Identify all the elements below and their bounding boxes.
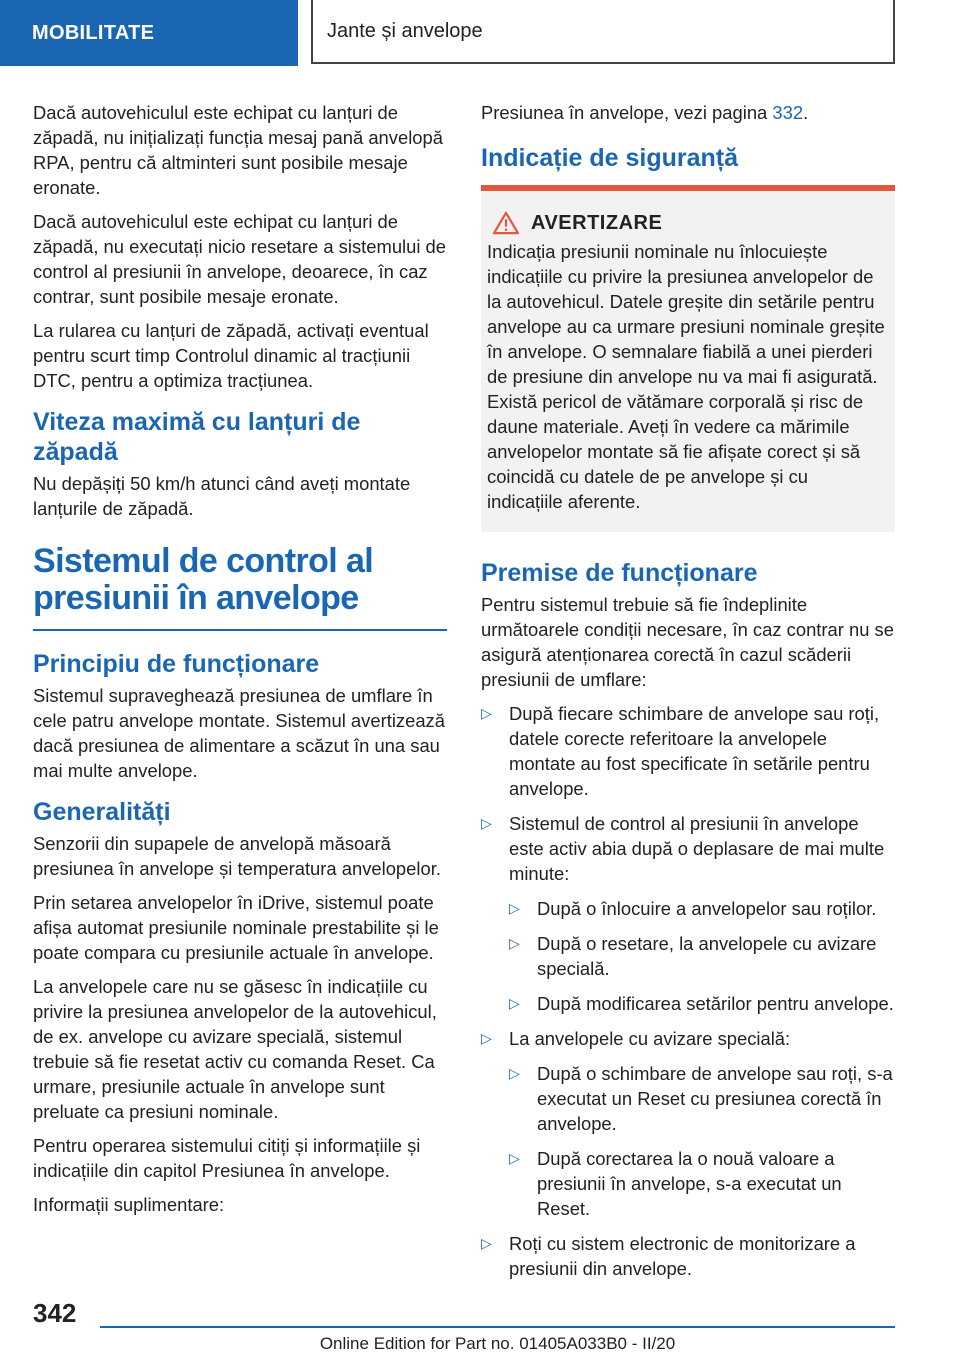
list-item (509, 991, 895, 1016)
triangle-right-icon: ▷ (481, 1030, 492, 1046)
paragraph: Senzorii din supapele de anvelopă măsoară presiunea în anvelope și temperatura anvelopelor. (33, 833, 441, 879)
list-item-text: La anvelopele cu avizare specială: (509, 1028, 791, 1049)
list-item-text: După fiecare schimbare de anvelope sau roți, datele corecte referitoare la anvelopele montate au fost specificate în setările pentru anvelope. (509, 703, 880, 799)
list-item-text: Sistemul de control al presiunii în anvelope este activ abia după o deplasare de mai multe minute: (509, 813, 885, 884)
footer-rule (100, 1326, 895, 1328)
sub-list (509, 1061, 895, 1221)
warning-box (481, 185, 895, 532)
list-item (481, 701, 895, 801)
left-column (33, 100, 447, 1226)
heading-rule (33, 629, 447, 631)
heading-principle: Principiu de funcționare (33, 650, 320, 678)
paragraph: La anvelopele care nu se găsesc în indicațiile cu privire la presiunea anvelopelor de la autovehicul, de ex. anvelope cu avizare specială, sistemul trebuie să fie resetat activ cu comanda Reset. Ca urmare, presiunile actuale în anvelope sunt preluate ca presiuni nominale. (33, 976, 437, 1122)
triangle-right-icon: ▷ (509, 995, 520, 1011)
list-item (509, 1061, 895, 1136)
triangle-right-icon: ▷ (509, 900, 520, 916)
reference-text: Presiunea în anvelope, vezi pagina (481, 102, 773, 123)
right-column (481, 100, 895, 1291)
paragraph: Pentru sistemul trebuie să fie îndeplinite următoarele condiții necesare, în caz contrar nu se asigură atenționarea corectă în cazul scăderii presiunii de umflare: (481, 594, 894, 690)
heading-safety: Indicație de siguranță (481, 144, 739, 172)
warning-text: Indicația presiunii nominale nu înlocuiește indicațiile cu privire la presiunea anvelopelor de la autovehicul. Datele greșite din setările pentru anvelope au ca urmare presiuni nominale greșite în anvelope. O semnalare fiabilă a unei pierderi de presiune din anvelope nu va mai fi asigurată. Există pericol de vătămare corporală și risc de daune materiale. Aveți în vedere ca mărimile anvelopelor montate să fie afișate corect și să coincidă cu datele de pe anvelope și cu indicațiile aferente. (487, 241, 885, 512)
heading-tire-pressure-system: Sistemul de control al presiunii în anvelope (33, 542, 374, 617)
list-item (509, 1146, 895, 1221)
warning-header (487, 211, 885, 235)
chapter-title: Jante și anvelope (311, 0, 895, 64)
page-header (0, 0, 960, 66)
section-tab[interactable]: MOBILITATE (0, 0, 298, 66)
paragraph: Informații suplimentare: (33, 1194, 225, 1215)
reference-end: . (803, 102, 809, 123)
heading-general: Generalități (33, 798, 171, 826)
list-item (481, 1231, 895, 1281)
page-number: 342 (33, 1298, 77, 1328)
triangle-right-icon: ▷ (509, 1065, 520, 1081)
premises-list (481, 701, 895, 1281)
list-item (509, 896, 895, 921)
list-item-text: După o resetare, la anvelopele cu avizare specială. (537, 933, 877, 979)
list-item (509, 931, 895, 981)
paragraph: Prin setarea anvelopelor în iDrive, sistemul poate afișa automat presiunile nominale prestabilite și le poate compara cu presiunile actuale în anvelope. (33, 892, 439, 963)
triangle-right-icon: ▷ (481, 1235, 492, 1251)
warning-triangle-icon (491, 211, 521, 235)
warning-title: AVERTIZARE (531, 211, 663, 234)
paragraph: Sistemul supraveghează presiunea de umflare în cele patru anvelope montate. Sistemul avertizează dacă presiunea de alimentare a scăzut în una sau mai multe anvelope. (33, 685, 445, 781)
list-item-text: Roți cu sistem electronic de monitorizare a presiunii din anvelope. (509, 1233, 856, 1279)
list-item-text: După corectarea la o nouă valoare a presiunii în anvelope, s-a executat un Reset. (537, 1148, 842, 1219)
list-item-text: După modificarea setărilor pentru anvelope. (537, 993, 894, 1014)
triangle-right-icon: ▷ (481, 705, 492, 721)
paragraph: Dacă autovehiculul este echipat cu lanțuri de zăpadă, nu executați nicio resetare a sistemului de control al presiunii în anvelope, deoarece, în caz contrar, sunt posibile mesaje eronate. (33, 211, 447, 307)
paragraph: Dacă autovehiculul este echipat cu lanțuri de zăpadă, nu inițializați funcția mesaj pană anvelopă RPA, pentru că altminteri sunt posibile mesaje eronate. (33, 102, 443, 198)
heading-premises: Premise de funcționare (481, 559, 758, 587)
paragraph: Nu depășiți 50 km/h atunci când aveți montate lanțurile de zăpadă. (33, 473, 411, 519)
triangle-right-icon: ▷ (509, 935, 520, 951)
paragraph: La rularea cu lanțuri de zăpadă, activați eventual pentru scurt timp Controlul dinamic al tracțiunii DTC, pentru a optimiza tracțiunea. (33, 320, 429, 391)
list-item (481, 1026, 895, 1221)
list-item (481, 811, 895, 1016)
heading-max-speed: Viteza maximă cu lanțuri de zăpadă (33, 408, 361, 466)
list-item-text: După o schimbare de anvelope sau roți, s-a executat un Reset cu presiunea corectă în anvelope. (537, 1063, 893, 1134)
edition-info: Online Edition for Part no. 01405A033B0 - II/20 (319, 1334, 676, 1353)
page-reference (481, 100, 895, 125)
list-item-text: După o înlocuire a anvelopelor sau roților. (537, 898, 877, 919)
sub-list (509, 896, 895, 1016)
triangle-right-icon: ▷ (481, 815, 492, 831)
paragraph: Pentru operarea sistemului citiți și informațiile și indicațiile din capitol Presiunea în anvelope. (33, 1135, 421, 1181)
triangle-right-icon: ▷ (509, 1150, 520, 1166)
page-link[interactable]: 332 (772, 102, 804, 123)
